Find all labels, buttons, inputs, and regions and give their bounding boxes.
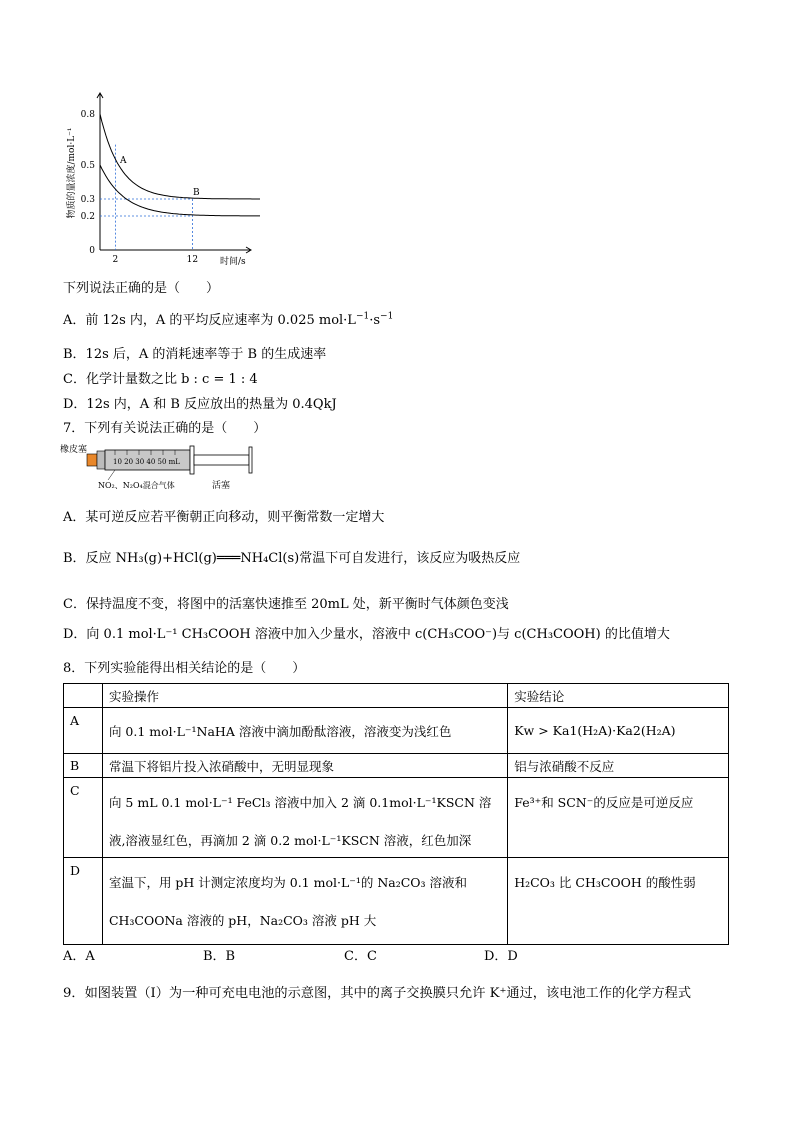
- x-tick-label: 12: [186, 255, 199, 265]
- q8-stem: 8．下列实验能得出相关结论的是（ ）: [63, 661, 306, 676]
- row-conclusion: Fe³⁺和 SCN⁻的反应是可逆反应: [508, 778, 729, 858]
- q6-option-a: A．前 12s 内，A 的平均反应速率为 0.025 $mol\cdot L^{-1}\cdot s^{-1}$: [63, 311, 394, 328]
- table-header: 实验操作: [102, 684, 507, 708]
- table-header-row: [64, 684, 729, 708]
- row-label: C: [64, 778, 103, 858]
- q7-option-d: D．向 0.1 mol·L⁻¹ CH₃COOH 溶液中加入少量水，溶液中 c(CH₃COO⁻)与 c(CH₃COOH) 的比值增大: [63, 627, 670, 642]
- table-header: [64, 684, 103, 708]
- x-tick-label: 2: [112, 255, 119, 265]
- y-tick-label: 0.5: [80, 161, 95, 171]
- concentration-time-chart: [60, 88, 260, 268]
- table-row: [64, 778, 729, 858]
- y-axis-label: 物质的量浓度/mol·L⁻¹: [67, 127, 77, 219]
- q7-option-a: A．某可逆反应若平衡朝正向移动，则平衡常数一定增大: [63, 510, 385, 525]
- q6-option-c: C．化学计量数之比 b : c = 1 : 4: [63, 372, 258, 387]
- syringe-stopper-label: 橡皮塞: [60, 445, 88, 455]
- row-conclusion: 铝与浓硝酸不反应: [508, 754, 729, 778]
- row-operation: 向 0.1 mol·L⁻¹NaHA 溶液中滴加酚酞溶液，溶液变为浅红色: [102, 708, 507, 754]
- row-label: B: [64, 754, 103, 778]
- table-row: [64, 708, 729, 754]
- q9-stem: 9．如图装置（I）为一种可充电电池的示意图，其中的离子交换膜只允许 K⁺通过，该电池工作的化学方程式: [63, 986, 692, 1001]
- row-operation: 向 5 mL 0.1 mol·L⁻¹ FeCl₃ 溶液中加入 2 滴 0.1mol·L⁻¹KSCN 溶 液,溶液显红色，再滴加 2 滴 0.2 mol·L⁻¹KSCN 溶液，红色加深: [102, 778, 507, 858]
- row-operation: 室温下，用 pH 计测定浓度均为 0.1 mol·L⁻¹的 Na₂CO₃ 溶液和 CH₃COONa 溶液的 pH，Na₂CO₃ 溶液 pH 大: [102, 858, 507, 945]
- syringe-scale: 10 20 30 40 50 mL: [113, 458, 180, 466]
- q7-option-c: C．保持温度不变，将图中的活塞快速推至 20mL 处，新平衡时气体颜色变浅: [63, 597, 509, 612]
- y-tick-label: 0: [89, 246, 95, 256]
- row-conclusion: Kw > Ka1(H₂A)·Ka2(H₂A): [508, 708, 729, 754]
- q8-option-d: D．D: [484, 949, 518, 964]
- q8-option-a: A．A: [63, 949, 95, 964]
- q7-option-b: B．反应 NH₃(g)+HCl(g)═══NH₄Cl(s)常温下可自发进行，该反应为吸热反应: [63, 551, 521, 566]
- q6-option-d: D．12s 内，A 和 B 反应放出的热量为 0.4QkJ: [63, 397, 337, 412]
- q7-stem: 7．下列有关说法正确的是（ ）: [63, 421, 267, 436]
- row-conclusion: H₂CO₃ 比 CH₃COOH 的酸性弱: [508, 858, 729, 945]
- syringe-piston-label: 活塞: [212, 481, 231, 491]
- table-header: 实验结论: [508, 684, 729, 708]
- x-axis-label: 时间/s: [220, 257, 246, 267]
- experiment-table: [63, 683, 729, 945]
- syringe-gas-label: NO₂、N₂O₄混合气体: [98, 481, 175, 490]
- q6-stem: 下列说法正确的是（ ）: [63, 281, 220, 296]
- row-label: A: [64, 708, 103, 754]
- series-label: A: [120, 156, 127, 166]
- q8-option-c: C．C: [344, 949, 377, 964]
- table-row: [64, 858, 729, 945]
- table-row: [64, 754, 729, 778]
- y-tick-label: 0.3: [80, 195, 95, 205]
- syringe-diagram: [60, 442, 270, 494]
- y-tick-label: 0.8: [80, 110, 95, 120]
- series-label: B: [193, 188, 200, 198]
- q6-option-b: B．12s 后，A 的消耗速率等于 B 的生成速率: [63, 347, 327, 362]
- y-tick-label: 0.2: [80, 212, 95, 222]
- row-label: D: [64, 858, 103, 945]
- row-operation: 常温下将铝片投入浓硝酸中，无明显现象: [102, 754, 507, 778]
- q8-option-b: B．B: [203, 949, 236, 964]
